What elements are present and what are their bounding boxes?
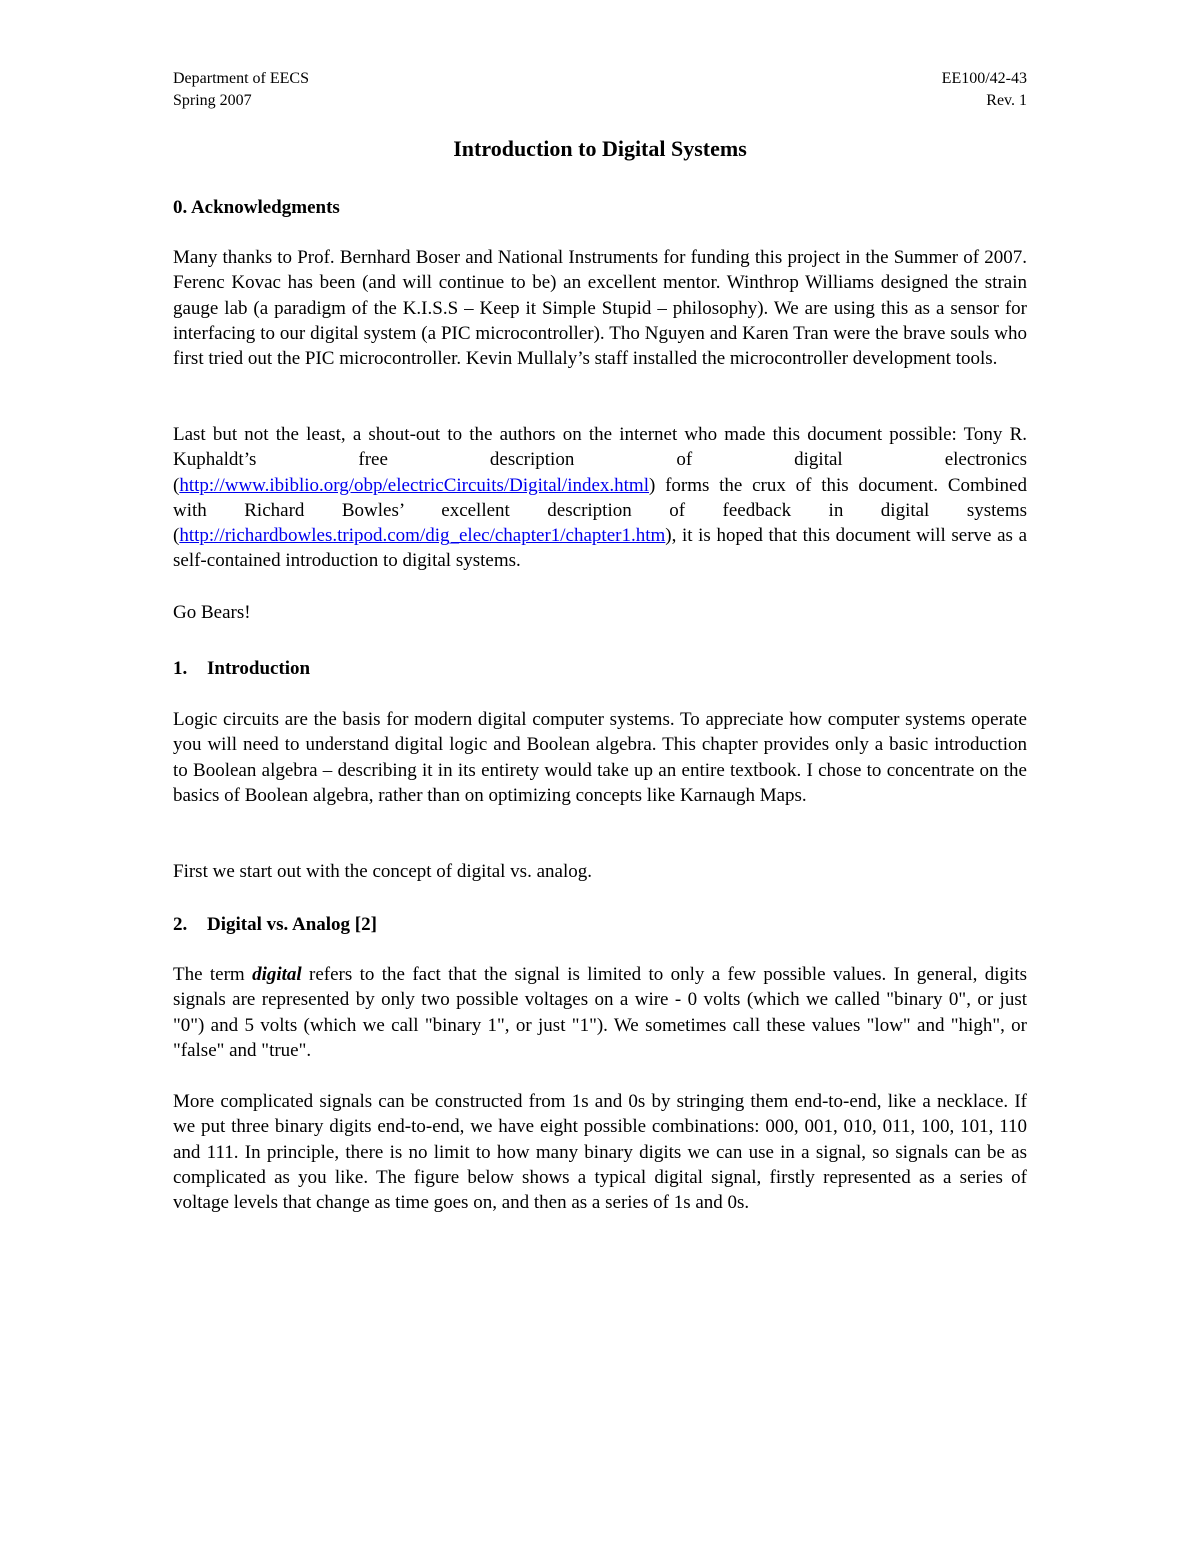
paragraph-text: The term [173, 964, 253, 985]
header-course: EE100/42-43 [941, 70, 1027, 87]
section-2-heading [173, 912, 1027, 937]
section-title: Introduction [207, 658, 311, 679]
bowles-link[interactable]: http://richardbowles.tripod.com/dig_elec/chapter1/chapter1.htm [179, 525, 666, 547]
section-0-paragraph-1: Many thanks to Prof. Bernhard Boser and National Instruments for funding this project in the Summer of 2007. Ferenc Kovac has been (and will continue to be) an excellent mentor. Winthrop Williams designed the strain gauge lab (a paradigm of the K.I.S.S – Keep it Simple Stupid – philosophy). We are using this as a sensor for interfacing to our digital system (a PIC microcontroller). Tho Nguyen and Karen Tran were the brave souls who first tried out the PIC microcontroller. Kevin Mullaly’s staff installed the microcontroller development tools. [173, 247, 1027, 370]
section-1-paragraph-2: First we start out with the concept of digital vs. analog. [173, 861, 592, 882]
section-number: 1. [173, 658, 188, 679]
document-title: Introduction to Digital Systems [453, 136, 747, 161]
section-1-paragraph-1: Logic circuits are the basis for modern digital computer systems. To appreciate how computer systems operate you will need to understand digital logic and Boolean algebra. This chapter provides only a basic introduction to Boolean algebra – describing it in its entirety would take up an entire textbook. I chose to concentrate on the basics of Boolean algebra, rather than on optimizing concepts like Karnaugh Maps. [173, 709, 1027, 806]
ibiblio-link[interactable]: http://www.ibiblio.org/obp/electricCircuits/Digital/index.html [179, 474, 649, 496]
section-title: Digital vs. Analog [2] [207, 914, 377, 935]
section-0-paragraph-3: Go Bears! [173, 602, 251, 623]
section-number: 2. [173, 914, 188, 935]
paragraph-text: ) forms the crux of this document. Combined with Richard Bowles’ excellent description of feedback in digital systems ( [173, 474, 1027, 547]
paragraph-text: refers to the fact that the signal is limited to only a few possible values. In general, digits signals are represented by only two possible voltages on a wire - 0 volts (which we called "binary 0", or just "0") and 5 volts (which we call "binary 1", or just "1"). We sometimes call these values "low" and "high", or "false" and "true". [173, 964, 1028, 1061]
section-0-heading: 0. Acknowledgments [173, 197, 340, 218]
section-0-paragraph-2 [173, 422, 1027, 574]
paragraph-text: Last but not the least, a shout-out to the authors on the internet who made this document possible: Tony R. Kuphaldt’s free description of digital electronics ( [173, 424, 1027, 496]
section-2-paragraph-1 [173, 962, 1027, 1063]
section-2-paragraph-2: More complicated signals can be constructed from 1s and 0s by stringing them end-to-end, like a necklace. If we put three binary digits end-to-end, we have eight possible combinations: 000, 001, 010, 011, 100, 101, 110 and 111. In principle, there is no limit to how many binary digits we can use in a signal, so signals can be as complicated as you like. The figure below shows a typical digital signal, firstly represented as a series of voltage levels that change as time goes on, and then as a series of 1s and 0s. [173, 1091, 1027, 1214]
section-1-heading [173, 656, 1027, 681]
header-term: Spring 2007 [173, 92, 252, 109]
header-department: Department of EECS [173, 70, 309, 87]
term-digital: digital [252, 964, 302, 985]
header-revision: Rev. 1 [986, 92, 1027, 109]
paragraph-text: ), it is hoped that this document will serve as a self-contained introduction to digital systems. [173, 525, 1027, 572]
